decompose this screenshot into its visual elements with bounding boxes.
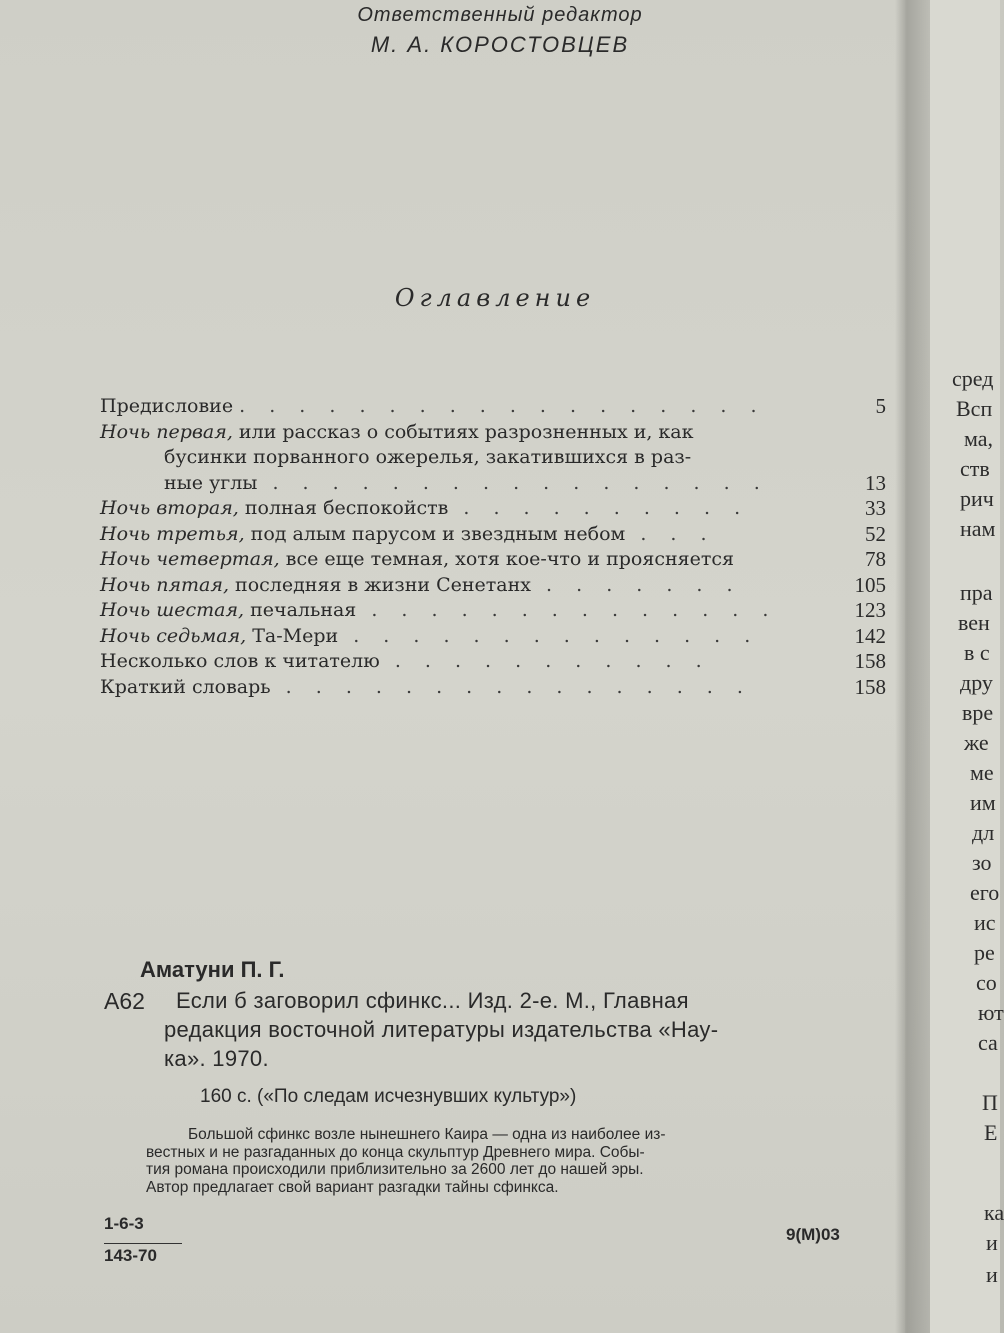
catalog-pages: 160 с. («По следам исчезнувших культур») (200, 1086, 577, 1107)
toc-page-number: 78 (865, 547, 886, 571)
adjacent-text-fragment: вре (962, 700, 994, 725)
adjacent-text-fragment: же (964, 730, 989, 755)
toc-entry-preface: Предисловие . . . . . . . . . . . . . . . . . . 5 (100, 394, 886, 418)
table-of-contents (100, 394, 890, 700)
toc-heading: Оглавление (394, 284, 596, 312)
adjacent-text-fragment: его (970, 880, 1000, 905)
adjacent-text-fragment: са (978, 1030, 998, 1055)
toc-entry-afterword: Несколько слов к читателю . . . . . . . . . . . 158 (100, 649, 886, 673)
toc-page-number: 5 (875, 394, 886, 418)
toc-entry-glossary: Краткий словарь . . . . . . . . . . . . . . . . 158 (100, 674, 886, 699)
toc-entry-night-2: Ночь вторая, полная беспокойств . . . . . . . . . . 33 (100, 496, 886, 520)
toc-page-number: 105 (854, 572, 886, 597)
catalog-title-line: ка». 1970. (164, 1046, 269, 1071)
toc-entry-night-1-cont: бусинки порванного ожерелья, закатившихся в раз- (164, 446, 692, 468)
toc-page-number: 158 (854, 674, 886, 699)
adjacent-text-fragment: ис (974, 910, 996, 935)
toc-entry-night-3: Ночь третья, под алым парусом и звездным небом . . . 52 (100, 521, 886, 546)
toc-entry-night-5: Ночь пятая, последняя в жизни Сенетанх . . . . . . . 105 (100, 572, 886, 597)
adjacent-text-fragment: пра (960, 580, 993, 605)
editor-name: М. А. КОРОСТОВЦЕВ (370, 32, 630, 57)
adjacent-text-fragment: нам (960, 516, 996, 541)
adjacent-text-fragment: вен (958, 610, 990, 635)
annotation-line: Большой сфинкс возле нынешнего Каира — одна из наиболее из- (188, 1126, 666, 1143)
toc-page-number: 52 (865, 521, 886, 546)
catalog-index-top: 1-6-3 (104, 1214, 144, 1233)
toc-page-number: 158 (854, 649, 886, 673)
adjacent-text-fragment: и (986, 1230, 998, 1255)
adjacent-text-fragment: ют (978, 1000, 1004, 1025)
page-fold-shadow (895, 0, 935, 1333)
editor-label: Ответственный редактор (357, 4, 643, 26)
catalog-title (164, 986, 876, 1073)
toc-page-number: 142 (854, 623, 886, 648)
adjacent-text-fragment: ма, (964, 426, 994, 451)
catalog-classification: 9(М)03 (786, 1225, 840, 1244)
annotation-line: вестных и не разгаданных до конца скульптур Древнего мира. Собы- (146, 1143, 645, 1161)
adjacent-text-fragment: Е (984, 1120, 998, 1145)
adjacent-text-fragment: и (986, 1262, 998, 1287)
adjacent-text-fragment: со (976, 970, 997, 995)
toc-entry-night-1: Ночь первая, или рассказ о событиях разрозненных и, как (100, 420, 694, 443)
toc-entry-night-7: Ночь седьмая, Та-Мери . . . . . . . . . . . . . . 142 (100, 623, 886, 648)
adjacent-text-fragment: Всп (956, 396, 993, 421)
toc-entry-night-1-end: ные углы . . . . . . . . . . . . . . . . . 13 (164, 470, 886, 495)
adjacent-text-fragment: ре (974, 940, 995, 965)
toc-entry-night-4: Ночь четвертая, все еще темная, хотя кое-что и проясняется 78 (100, 547, 886, 571)
adjacent-text-fragment: П (982, 1090, 998, 1115)
annotation-line: Автор предлагает свой вариант разгадки тайны сфинкса. (146, 1178, 559, 1196)
adjacent-text-fragment: рич (960, 486, 994, 511)
adjacent-text-fragment: ств (960, 456, 990, 481)
adjacent-page-edge (930, 0, 1004, 1333)
toc-page-number: 123 (854, 598, 886, 622)
catalog-title-line: Если б заговорил сфинкс... Изд. 2-е. М., Главная (176, 988, 689, 1013)
adjacent-text-fragment: в с (964, 640, 990, 665)
toc-page-number: 33 (865, 496, 886, 520)
adjacent-text-fragment: им (970, 790, 996, 815)
adjacent-text-fragment: дру (960, 670, 993, 695)
catalog-annotation (146, 1126, 876, 1196)
adjacent-text-fragment: сред (952, 366, 994, 391)
catalog-index-bottom: 143-70 (104, 1243, 182, 1266)
toc-entry-night-6: Ночь шестая, печальная . . . . . . . . . . . . . . 123 (100, 598, 886, 622)
adjacent-text-fragment: зо (972, 850, 992, 875)
catalog-author: Аматуни П. Г. (140, 957, 285, 982)
adjacent-text-fragment: дл (972, 820, 995, 845)
adjacent-text-fragment: ме (970, 760, 994, 785)
adjacent-text-fragment: ка (984, 1200, 1004, 1225)
annotation-line: тия романа происходили приблизительно за 2600 лет до нашей эры. (146, 1161, 644, 1178)
catalog-title-line: редакция восточной литературы издательства «Нау- (164, 1017, 719, 1042)
toc-page-number: 13 (865, 470, 886, 495)
catalog-code: А62 (104, 988, 145, 1014)
